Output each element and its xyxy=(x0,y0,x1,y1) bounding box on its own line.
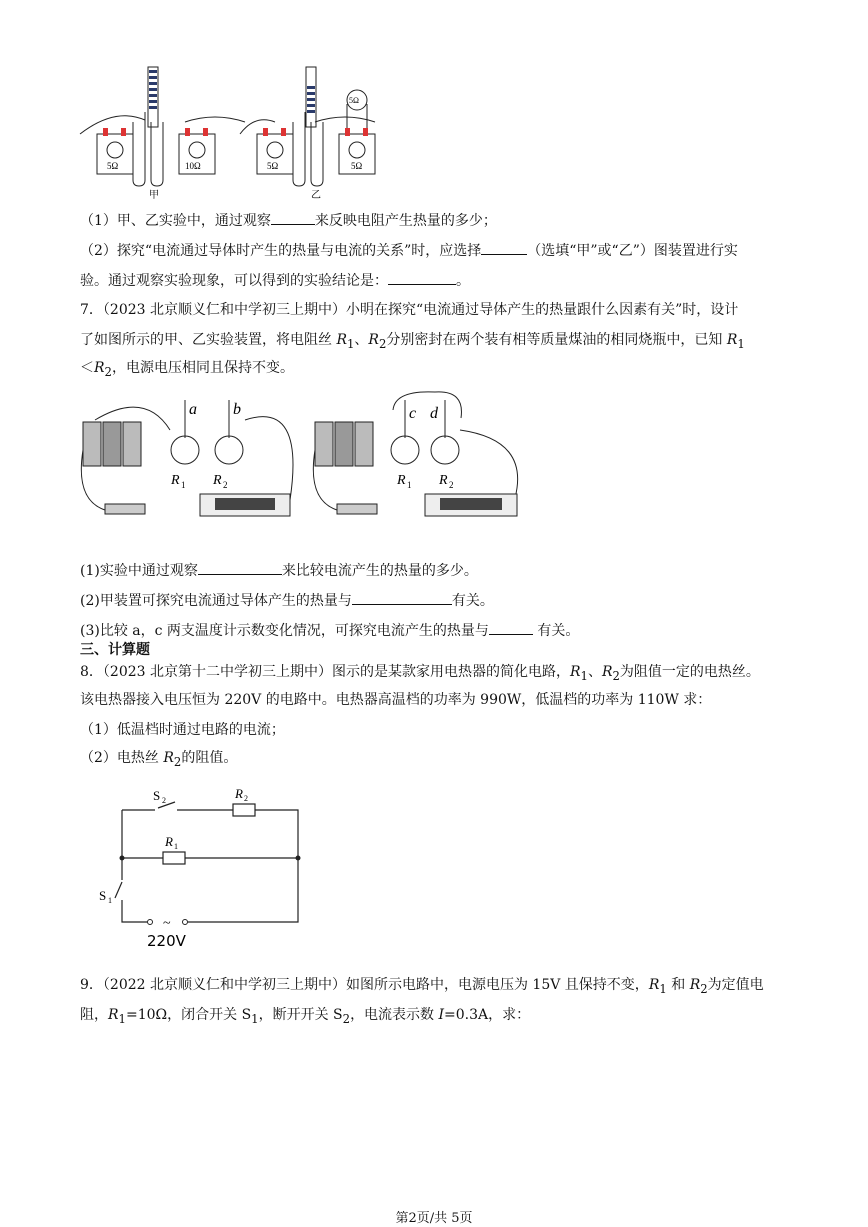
q8-part2: （2）电热丝 $R_2$的阻值。 xyxy=(80,750,238,769)
svg-text:d: d xyxy=(430,405,438,422)
svg-text:2: 2 xyxy=(244,794,248,803)
q6-part2-cont: 验。通过观察实验现象，可以得到的实验结论是： 。 xyxy=(80,270,470,291)
q7-stem-line2: 了如图所示的甲、乙实验装置，将电阻丝 $R_1$、$R_2$分别密封在两个装有相等质量煤油的相同烧瓶中，已知 $R_1$ xyxy=(80,332,745,351)
q7-part3: (3)比较 a，c 两支温度计示数变化情况，可探究电流产生的热量与 有关。 xyxy=(80,620,579,641)
svg-text:~: ~ xyxy=(163,916,171,931)
fig6-r2: 10Ω xyxy=(185,161,201,171)
svg-text:1: 1 xyxy=(174,842,178,851)
svg-text:220V: 220V xyxy=(147,932,186,950)
q7-part2: (2)甲装置可探究电流通过导体产生的热量与 有关。 xyxy=(80,590,494,611)
svg-text:R: R xyxy=(397,473,406,488)
fig6-r1: 5Ω xyxy=(107,161,119,171)
q9-stem-line2: 阻，$R_1=10\Omega$，闭合开关 $S_1$，断开开关 $S_2$，电流表示数 I=0.3A，求： xyxy=(80,1007,531,1026)
q7-stem-line1: 7．（2023 北京顺义仁和中学初三上期中）小明在探究“电流通过导体产生的热量跟什么因素有关”时，设计 xyxy=(80,302,739,318)
q7-part1: (1)实验中通过观察 来比较电流产生的热量的多少。 xyxy=(80,560,478,581)
svg-text:2: 2 xyxy=(162,796,166,805)
fig6-label-yi: 乙 xyxy=(311,190,321,201)
fig6-r5: 5Ω xyxy=(349,96,359,105)
blank[interactable] xyxy=(271,210,315,225)
blank[interactable] xyxy=(352,590,452,605)
q6-apparatus-figure xyxy=(75,62,405,202)
blank[interactable] xyxy=(388,270,456,285)
svg-text:R: R xyxy=(439,473,448,488)
q9-stem-line1: 9．（2022 北京顺义仁和中学初三上期中）如图所示电路中，电源电压为 15V 且保持不变，$R_1$ 和 $R_2$为定值电 xyxy=(80,977,764,996)
q7-stem-line3: $<R_2$，电源电压相同且保持不变。 xyxy=(80,360,294,379)
q8-stem-line2: 该电热器接入电压恒为 220V 的电路中。电热器高温档的功率为 990W，低温档的功率为 110W 求： xyxy=(80,692,712,708)
q8-circuit-diagram xyxy=(95,780,315,955)
svg-text:1: 1 xyxy=(181,480,186,490)
svg-text:R: R xyxy=(213,473,222,488)
svg-text:S: S xyxy=(99,888,107,903)
battery-pack-jia xyxy=(83,422,141,466)
svg-text:b: b xyxy=(233,401,241,418)
section-heading: 三、计算题 xyxy=(80,642,150,658)
q7-apparatus-figure xyxy=(75,390,535,530)
blank[interactable] xyxy=(481,240,527,255)
blank[interactable] xyxy=(198,560,282,575)
svg-text:1: 1 xyxy=(108,896,112,905)
svg-text:2: 2 xyxy=(223,480,228,490)
fig6-r3: 5Ω xyxy=(267,161,279,171)
q6-part2: （2）探究“电流通过导体时产生的热量与电流的关系”时，应选择 （选填“甲”或“乙”）图装置进行实 xyxy=(80,240,738,261)
svg-text:R: R xyxy=(235,786,243,801)
q6-part1: （1）甲、乙实验中，通过观察 来反映电阻产生热量的多少； xyxy=(80,210,497,231)
battery-pack-yi xyxy=(315,422,373,466)
svg-text:2: 2 xyxy=(449,480,454,490)
page-number: 第2页/共 5页 xyxy=(395,1211,473,1226)
svg-text:S: S xyxy=(153,788,161,803)
q8-part1: （1）低温档时通过电路的电流； xyxy=(80,722,285,738)
fig6-r4: 5Ω xyxy=(351,161,363,171)
svg-text:c: c xyxy=(409,405,417,422)
svg-text:R: R xyxy=(165,834,173,849)
svg-text:1: 1 xyxy=(407,480,412,490)
svg-text:a: a xyxy=(189,401,197,418)
fig6-label-jia: 甲 xyxy=(149,190,159,201)
q8-stem-line1: 8．（2023 北京第十二中学初三上期中）图示的是某款家用电热器的简化电路，$R_1$、$R_2$为阻值一定的电热丝。 xyxy=(80,664,760,683)
blank[interactable] xyxy=(489,620,533,635)
svg-text:R: R xyxy=(171,473,180,488)
